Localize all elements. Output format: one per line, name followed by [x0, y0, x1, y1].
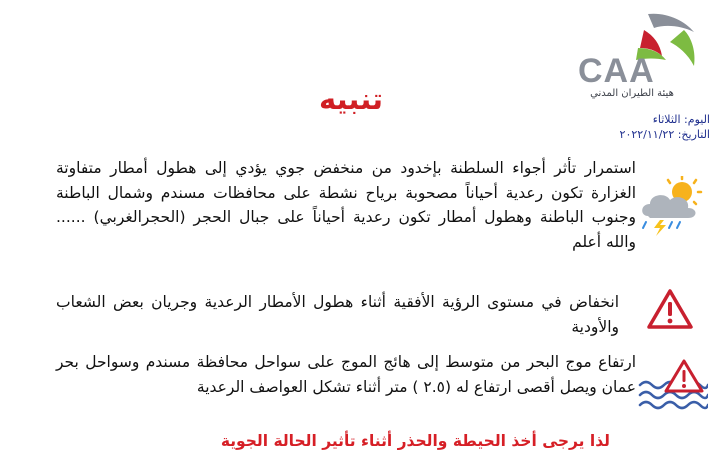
forecast-main-paragraph: استمرار تأثر أجواء السلطنة بإخدود من منخفض جوي يؤدي إلى هطول أمطار متفاوتة الغزارة تكون رعدية أحياناً مصحوبة برياح نشطة على محافظات مسندم وشمال الباطنة وجنوب الباطنة وهطول أمطار تكون رعدية أحياناً على جبال الحجر (الحجرالغربي) ...... والله أعلم: [56, 159, 636, 251]
day-label: اليوم: الثلاثاء: [652, 113, 710, 126]
thunderstorm-sun-cloud-icon: [638, 176, 706, 236]
page-title: تنبيه: [319, 82, 383, 116]
waves-warning-text: ارتفاع موج البحر من متوسط إلى هائج الموج على سواحل محافظة مسندم وسواحل بحر عمان ويصل أقصى ارتفاع له (٢.٥ ) متر أثناء تشكل العواصف الرعدية: [56, 353, 636, 396]
closing-advice: لذا يرجى أخذ الحيطة والحذر أثناء تأثير الحالة الجوية: [220, 432, 610, 450]
visibility-warning-text: انخفاض في مستوى الرؤية الأفقية أثناء هطول الأمطار الرعدية وجريان بعض الشعاب والأودية: [56, 293, 619, 336]
warning-triangle-icon: [646, 288, 694, 330]
logo-subtitle: هيئة الطيران المدني: [590, 88, 674, 99]
sea-waves-warning-icon: [636, 357, 708, 415]
date-label: التاريخ: ٢٠٢٢/١١/٢٢: [619, 128, 710, 141]
logo-wordmark: CAA: [578, 52, 655, 90]
